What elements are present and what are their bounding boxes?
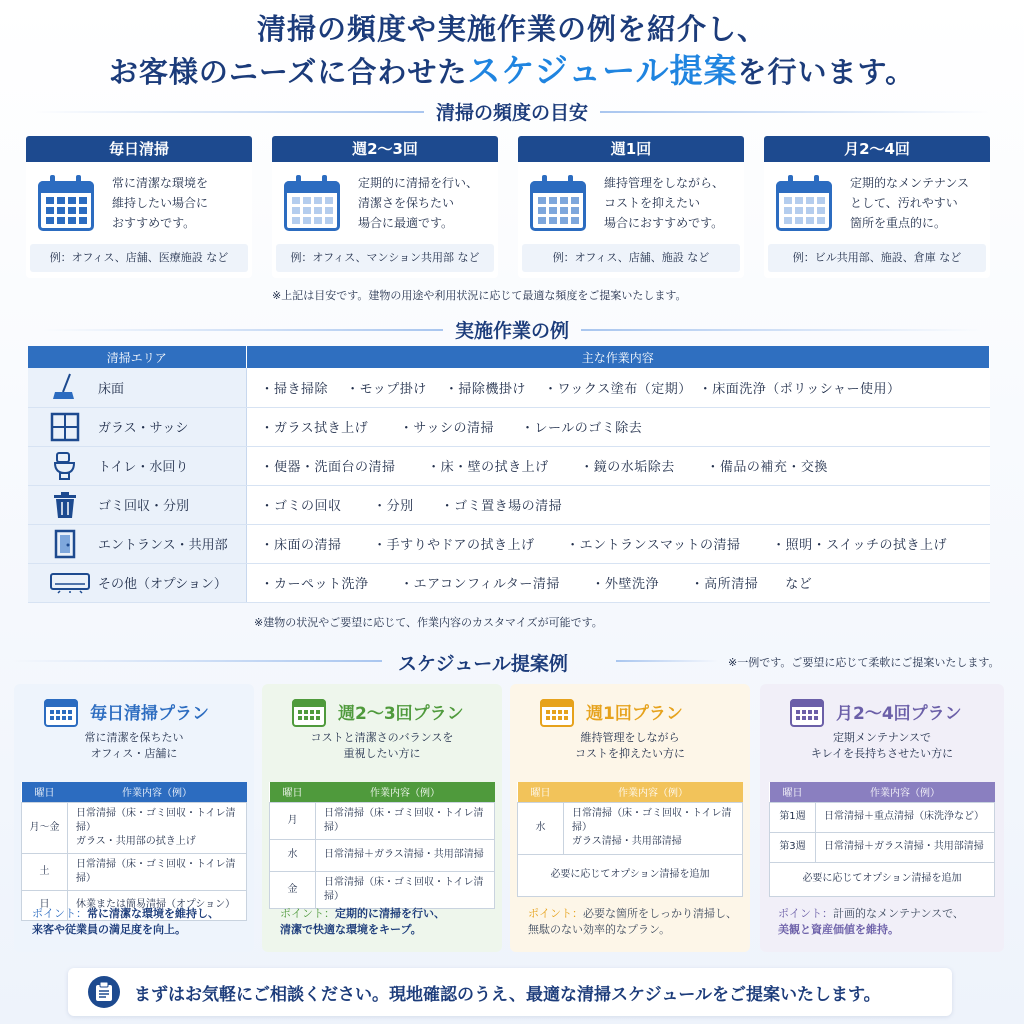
clipboard-icon bbox=[88, 976, 120, 1008]
table-row bbox=[770, 802, 995, 832]
plan-table bbox=[769, 782, 995, 897]
task-items: ・掃き掃除 ・モップ掛け ・掃除機掛け ・ワックス塗布（定期） ・床面洗浄（ポリッシャー使用） bbox=[246, 368, 990, 407]
task-items: ・ガラス拭き上げ ・サッシの清掃 ・レールのゴミ除去 bbox=[246, 407, 990, 446]
frequency-card-example: 例：オフィス、店舗、施設 など bbox=[522, 244, 740, 272]
divider bbox=[43, 329, 443, 331]
plan-day: 金 bbox=[270, 871, 316, 908]
plan-point-line2: 無駄のない効率的なプラン。 bbox=[528, 923, 671, 936]
table-row bbox=[770, 832, 995, 862]
hero-line-2-accent: スケジュール提案 bbox=[467, 51, 738, 90]
plan-task: 休業または簡易清掃（オプション） bbox=[68, 890, 247, 920]
calendar-icon bbox=[284, 175, 342, 231]
plan-task: 日常清掃＋重点清掃（床洗浄など） bbox=[816, 802, 995, 832]
table-row bbox=[22, 853, 247, 890]
table-row bbox=[518, 854, 743, 896]
table-row bbox=[270, 839, 495, 871]
plan-task: 日常清掃＋ガラス清掃・共用部清掃 bbox=[316, 839, 495, 871]
table-row bbox=[28, 368, 990, 407]
plan-point-text: 必要な箇所をしっかり清掃し、 bbox=[583, 907, 737, 920]
schedule-title-text: スケジュール提案例 bbox=[398, 653, 568, 675]
plan-day: 日 bbox=[22, 890, 68, 920]
plan-footer: 必要に応じてオプション清掃を追加 bbox=[518, 854, 743, 896]
plan-title: 月2〜4回プラン bbox=[836, 703, 962, 724]
schedule-section-title bbox=[0, 649, 1024, 673]
plan-col-task: 作業内容（例） bbox=[870, 788, 940, 800]
frequency-section-title bbox=[0, 98, 1024, 125]
plan-day: 月〜金 bbox=[22, 802, 68, 853]
plan-table bbox=[21, 782, 247, 921]
plan-col-task: 作業内容（例） bbox=[122, 788, 192, 800]
calendar-icon bbox=[530, 175, 588, 231]
aircon-icon bbox=[50, 568, 90, 598]
table-row bbox=[28, 446, 990, 485]
table-row bbox=[28, 485, 990, 524]
tasks-title-text: 実施作業の例 bbox=[454, 320, 569, 342]
plan-point-line2: 来客や従業員の満足度を向上。 bbox=[32, 923, 186, 936]
plan-task: 日常清掃（床・ゴミ回収・トイレ清掃） bbox=[68, 853, 247, 890]
plan-point-text: 常に清潔な環境を維持し、 bbox=[87, 907, 219, 920]
divider bbox=[34, 111, 424, 113]
frequency-card-desc: 定期的なメンテナンス として、汚れやすい 箇所を重点的に。 bbox=[850, 176, 970, 230]
frequency-note: ※上記は目安です。建物の用途や利用状況に応じて最適な頻度をご提案いたします。 bbox=[272, 289, 687, 302]
plan-col-day: 曜日 bbox=[34, 788, 55, 800]
tasks-col-content: 主な作業内容 bbox=[246, 346, 990, 368]
frequency-card-daily bbox=[26, 136, 252, 278]
plan-point-label: ポイント： bbox=[778, 907, 833, 920]
plan-subtitle: 維持管理をしながら コストを抑えたい方に bbox=[575, 731, 685, 760]
plan-day: 月 bbox=[270, 802, 316, 839]
table-row bbox=[270, 802, 495, 839]
task-area-label: ガラス・サッシ bbox=[98, 421, 189, 436]
task-area-label: ゴミ回収・分別 bbox=[98, 499, 190, 514]
plan-title: 毎日清掃プラン bbox=[90, 703, 209, 724]
table-row bbox=[22, 802, 247, 853]
tasks-section-title bbox=[0, 316, 1024, 343]
plan-day: 土 bbox=[22, 853, 68, 890]
plan-point-text: 定期的に清掃を行い、 bbox=[335, 907, 445, 920]
plan-col-day: 曜日 bbox=[282, 788, 303, 800]
task-items: ・カーペット洗浄 ・エアコンフィルター清掃 ・外壁洗浄 ・高所清掃 など bbox=[246, 563, 990, 602]
task-area-label: エントランス・共用部 bbox=[98, 538, 228, 553]
table-row bbox=[270, 871, 495, 908]
plan-card-2-3-weekly bbox=[262, 684, 502, 952]
plan-day: 水 bbox=[270, 839, 316, 871]
plan-table bbox=[269, 782, 495, 909]
table-row bbox=[28, 524, 990, 563]
calendar-icon bbox=[38, 175, 96, 231]
trash-icon bbox=[50, 490, 80, 520]
calendar-icon bbox=[790, 695, 824, 727]
tasks-col-area: 清掃エリア bbox=[28, 346, 246, 368]
hero-line-2-pre: お客様のニーズに合わせた bbox=[108, 55, 468, 89]
plan-point-line2: 清潔で快適な環境をキープ。 bbox=[280, 923, 422, 936]
plan-subtitle: コストと清潔さのバランスを 重視したい方に bbox=[310, 731, 454, 760]
calendar-icon bbox=[44, 695, 78, 727]
frequency-title-text: 清掃の頻度の目安 bbox=[435, 102, 588, 124]
plan-task: 日常清掃（床・ゴミ回収・トイレ清掃） ガラス・共用部の拭き上げ bbox=[68, 802, 247, 853]
plan-point-label: ポイント： bbox=[280, 907, 335, 920]
task-area-label: その他（オプション） bbox=[98, 577, 227, 592]
plan-day: 水 bbox=[518, 802, 564, 854]
frequency-card-desc: 常に清潔な環境を 維持したい場合に おすすめです。 bbox=[112, 176, 209, 230]
task-items: ・便器・洗面台の清掃 ・床・壁の拭き上げ ・鏡の水垢除去 ・備品の補充・交換 bbox=[246, 446, 990, 485]
plan-task: 日常清掃（床・ゴミ回収・トイレ清掃） ガラス清掃・共用部清掃 bbox=[564, 802, 743, 854]
plan-point-line2: 美観と資産価値を維持。 bbox=[778, 923, 899, 936]
plan-card-monthly bbox=[760, 684, 1004, 952]
plan-col-task: 作業内容（例） bbox=[370, 788, 440, 800]
contact-banner-text: まずはお気軽にご相談ください。現地確認のうえ、最適な清掃スケジュールをご提案いたします。 bbox=[134, 984, 881, 1005]
door-icon bbox=[50, 529, 80, 559]
hero-line-2 bbox=[0, 50, 1024, 93]
frequency-card-label: 週1回 bbox=[518, 136, 744, 162]
plan-col-task: 作業内容（例） bbox=[618, 788, 688, 800]
plan-task: 日常清掃＋ガラス清掃・共用部清掃 bbox=[816, 832, 995, 862]
plan-point bbox=[778, 906, 964, 938]
hero-line-2-post: を行います。 bbox=[737, 55, 916, 89]
frequency-card-monthly bbox=[764, 136, 990, 278]
frequency-card-desc: 維持管理をしながら、 コストを抑えたい 場合におすすめです。 bbox=[604, 176, 725, 230]
divider bbox=[12, 660, 382, 662]
task-area-label: トイレ・水回り bbox=[98, 460, 189, 475]
frequency-card-example: 例：ビル共用部、施設、倉庫 など bbox=[768, 244, 986, 272]
schedule-side-note: ※一例です。ご要望に応じて柔軟にご提案いたします。 bbox=[728, 656, 1000, 669]
hero-line-1: 清掃の頻度や実施作業の例を紹介し、 bbox=[256, 12, 767, 46]
plan-card-daily bbox=[14, 684, 254, 952]
plan-subtitle: 定期メンテナンスで キレイを長持ちさせたい方に bbox=[810, 731, 954, 760]
plan-point bbox=[280, 906, 445, 938]
tasks-note: ※建物の状況やご要望に応じて、作業内容のカスタマイズが可能です。 bbox=[254, 616, 603, 629]
frequency-card-example: 例：オフィス、店舗、医療施設 など bbox=[30, 244, 248, 272]
plan-point bbox=[528, 906, 737, 938]
plan-point bbox=[32, 906, 219, 938]
divider bbox=[581, 329, 981, 331]
plan-title: 週1回プラン bbox=[586, 703, 683, 724]
frequency-card-weekly bbox=[518, 136, 744, 278]
calendar-icon bbox=[292, 695, 326, 727]
plan-footer: 必要に応じてオプション清掃を追加 bbox=[770, 862, 995, 896]
plan-title: 週2〜3回プラン bbox=[338, 703, 464, 724]
tasks-table bbox=[28, 346, 990, 603]
table-row bbox=[28, 563, 990, 602]
plan-point-label: ポイント： bbox=[32, 907, 87, 920]
plan-subtitle: 常に清潔を保ちたい オフィス・店舗に bbox=[84, 731, 184, 760]
frequency-card-label: 週2〜3回 bbox=[272, 136, 498, 162]
plan-col-day: 曜日 bbox=[782, 788, 803, 800]
task-area-label: 床面 bbox=[98, 381, 125, 397]
plan-day: 第1週 bbox=[770, 802, 816, 832]
plan-point-label: ポイント： bbox=[528, 907, 583, 920]
plan-task: 日常清掃（床・ゴミ回収・トイレ清掃） bbox=[316, 802, 495, 839]
table-row bbox=[770, 862, 995, 896]
frequency-card-desc: 定期的に清掃を行い、 清潔さを保ちたい 場合に最適です。 bbox=[358, 176, 479, 230]
frequency-card-2-3-weekly bbox=[272, 136, 498, 278]
plan-table bbox=[517, 782, 743, 897]
plan-day: 第3週 bbox=[770, 832, 816, 862]
plan-point-text: 計画的なメンテナンスで、 bbox=[833, 907, 964, 920]
frequency-card-example: 例：オフィス、マンション共用部 など bbox=[276, 244, 494, 272]
task-items: ・床面の清掃 ・手すりやドアの拭き上げ ・エントランスマットの清掃 ・照明・スイッチの拭き上げ bbox=[246, 524, 990, 563]
table-row bbox=[28, 407, 990, 446]
plan-task: 日常清掃（床・ゴミ回収・トイレ清掃） bbox=[316, 871, 495, 908]
hero-heading bbox=[0, 8, 1024, 93]
divider bbox=[616, 660, 718, 662]
plan-card-weekly bbox=[510, 684, 750, 952]
window-icon bbox=[50, 412, 80, 442]
plan-col-day: 曜日 bbox=[530, 788, 551, 800]
toilet-icon bbox=[50, 451, 80, 481]
mop-icon bbox=[50, 372, 80, 402]
task-items: ・ゴミの回収 ・分別 ・ゴミ置き場の清掃 bbox=[246, 485, 990, 524]
frequency-card-label: 月2〜4回 bbox=[764, 136, 990, 162]
contact-banner bbox=[68, 968, 952, 1016]
table-row bbox=[518, 802, 743, 854]
calendar-icon bbox=[776, 175, 834, 231]
frequency-card-label: 毎日清掃 bbox=[26, 136, 252, 162]
divider bbox=[600, 111, 990, 113]
calendar-icon bbox=[540, 695, 574, 727]
